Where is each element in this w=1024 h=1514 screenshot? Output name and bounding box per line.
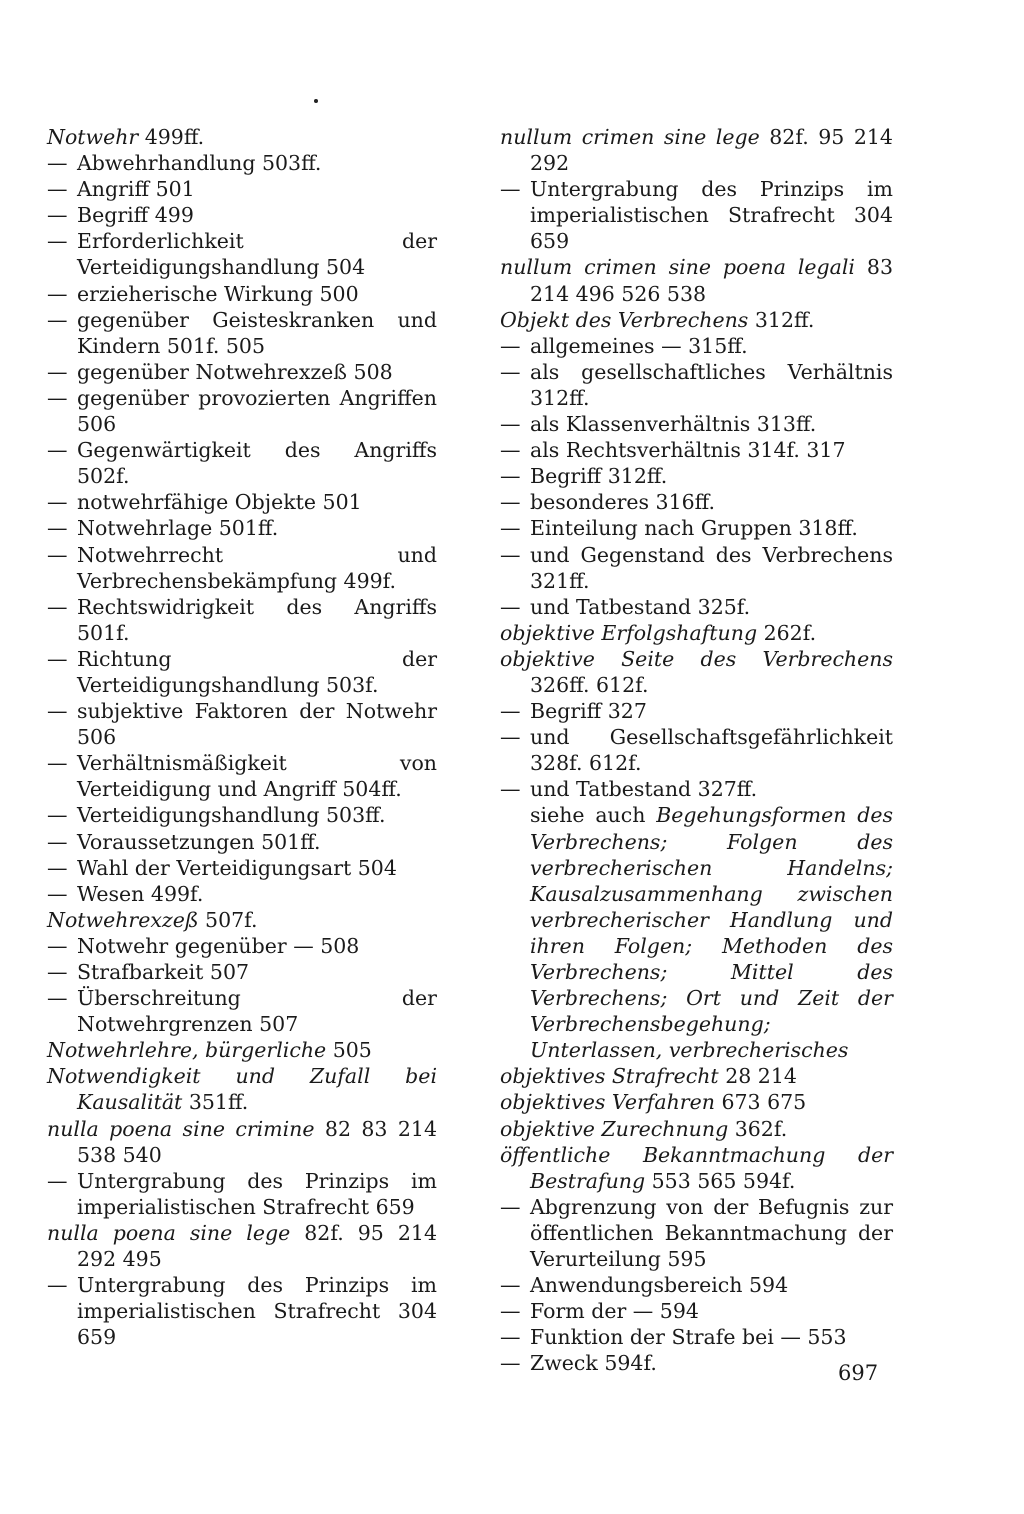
see-also-reference (500, 802, 893, 1063)
index-headword: nullum crimen sine lege (500, 125, 760, 149)
subentry-text: Abgrenzung von der Befugnis zur öffentlichen Bekanntmachung der Verurteilung 595 (530, 1194, 893, 1272)
subentry-text: Untergrabung des Prinzips im imperialistischen Strafrecht 659 (77, 1168, 437, 1219)
index-page-refs: 312ff. (748, 307, 815, 332)
index-headword: nulla poena sine crimine (47, 1116, 315, 1141)
subentry-text: Form der — 594 (530, 1299, 699, 1324)
index-subentry (47, 698, 437, 750)
index-headword: Objekt des Verbrechens (500, 307, 749, 332)
index-entry (500, 620, 893, 646)
index-subentry (500, 542, 893, 594)
index-subentry (47, 150, 437, 176)
page-number: 697 (838, 1361, 879, 1385)
index-subentry (47, 594, 437, 646)
index-subentry (47, 281, 437, 307)
subentry-dash: — (47, 751, 68, 776)
subentry-text: Notwehrrecht und Verbrechensbekämpfung 499f. (77, 542, 437, 593)
index-subentry (47, 1168, 437, 1220)
index-subentry (500, 489, 893, 515)
subentry-text: Funktion der Strafe bei — 553 (530, 1325, 847, 1350)
index-entry (500, 307, 893, 333)
index-subentry (47, 959, 437, 985)
index-entry (500, 646, 893, 698)
subentry-text: und Tatbestand 327ff. (530, 777, 758, 802)
index-subentry (500, 463, 893, 489)
index-headword: Notwehrexzeß (47, 907, 199, 932)
subentry-dash: — (500, 1299, 521, 1324)
subentry-text: Richtung der Verteidigungshandlung 503f. (77, 646, 437, 697)
subentry-dash: — (47, 933, 68, 958)
index-subentry (500, 437, 893, 463)
index-subentry (47, 802, 437, 828)
subentry-text: Erforderlichkeit der Verteidigungshandlung 504 (77, 229, 437, 280)
index-subentry (500, 411, 893, 437)
subentry-text: Begriff 499 (77, 203, 194, 228)
index-subentry (47, 933, 437, 959)
subentry-text: als Klassenverhältnis 313ff. (530, 412, 817, 437)
subentry-text: Anwendungsbereich 594 (530, 1273, 789, 1298)
subentry-dash: — (47, 829, 68, 854)
subentry-dash: — (47, 699, 68, 724)
subentry-text: Strafbarkeit 507 (77, 960, 250, 984)
subentry-text: Einteilung nach Gruppen 318ff. (530, 516, 858, 541)
index-entry (500, 124, 893, 176)
subentry-text: als gesellschaftliches Verhältnis 312ff. (530, 359, 893, 410)
subentry-text: Begriff 312ff. (530, 464, 668, 489)
subentry-text: Angriff 501 (77, 177, 195, 202)
index-column-right (500, 124, 893, 1377)
subentry-text: und Tatbestand 325f. (530, 594, 751, 619)
subentry-dash: — (500, 438, 521, 463)
subentry-text: Abwehrhandlung 503ff. (77, 151, 322, 176)
subentry-dash: — (500, 1273, 521, 1298)
subentry-text: Überschreitung der Notwehrgrenzen 507 (77, 986, 437, 1037)
subentry-dash: — (500, 542, 521, 567)
subentry-dash: — (47, 177, 68, 202)
subentry-dash: — (47, 1168, 68, 1193)
subentry-dash: — (47, 855, 68, 880)
index-entry (500, 1089, 893, 1115)
index-page-refs: 326ff. 612f. (530, 672, 649, 697)
subentry-text: Voraussetzungen 501ff. (77, 829, 321, 854)
subentry-text: Wesen 499f. (77, 881, 204, 906)
subentry-dash: — (47, 490, 68, 515)
subentry-dash: — (500, 333, 521, 358)
index-column-left (47, 124, 437, 1350)
subentry-text: Zweck 594f. (530, 1351, 657, 1376)
index-page-refs: 82f. 95 214 292 (530, 125, 893, 176)
index-page-refs: 351ff. (182, 1090, 249, 1115)
index-headword: objektive Erfolgshaftung (500, 620, 758, 645)
index-subentry (47, 542, 437, 594)
index-entry (500, 1116, 893, 1142)
index-subentry (500, 1272, 893, 1298)
index-subentry (47, 202, 437, 228)
subentry-dash: — (47, 229, 68, 254)
index-headword: objektives Strafrecht (500, 1064, 719, 1089)
index-subentry (47, 515, 437, 541)
index-headword: Notwehrlehre, bürgerliche (47, 1038, 327, 1063)
subentry-dash: — (47, 881, 68, 906)
index-subentry (47, 646, 437, 698)
index-entry (500, 1063, 893, 1089)
index-subentry (47, 437, 437, 489)
index-subentry (500, 515, 893, 541)
subentry-dash: — (500, 490, 521, 515)
index-subentry (47, 855, 437, 881)
index-entry (47, 907, 437, 933)
index-subentry (47, 489, 437, 515)
index-subentry (47, 307, 437, 359)
subentry-text: Untergrabung des Prinzips im imperialistischen Strafrecht 304 659 (77, 1273, 437, 1350)
subentry-dash: — (500, 699, 521, 724)
subentry-text: Rechtswidrigkeit des Angriffs 501f. (77, 594, 437, 645)
index-subentry (47, 985, 437, 1037)
subentry-dash: — (47, 803, 68, 828)
subentry-text: besonderes 316ff. (530, 490, 716, 515)
index-subentry (47, 228, 437, 280)
index-page-refs: 507f. (198, 907, 258, 932)
index-entry (500, 1142, 893, 1194)
subentry-dash: — (47, 594, 68, 619)
index-page-refs: 262f. (757, 620, 817, 645)
index-page-refs: 673 675 (714, 1090, 807, 1115)
index-page-refs: 83 214 496 526 538 (530, 255, 893, 306)
index-page-refs: 362f. (728, 1116, 788, 1141)
index-subentry (500, 698, 893, 724)
subentry-text: notwehrfähige Objekte 501 (77, 490, 362, 515)
index-subentry (500, 333, 893, 359)
index-headword: objektives Verfahren (500, 1090, 715, 1115)
index-subentry (47, 359, 437, 385)
subentry-dash: — (47, 438, 68, 463)
index-page-refs: 553 565 594f. (645, 1168, 796, 1193)
index-headword: objektive Zurechnung (500, 1116, 729, 1141)
subentry-text: gegenüber provozierten Angriffen 506 (77, 385, 437, 437)
index-page-refs: 499ff. (138, 125, 205, 149)
index-subentry (500, 1298, 893, 1324)
index-subentry (47, 750, 437, 802)
subentry-text: Wahl der Verteidigungsart 504 (77, 855, 397, 880)
index-entry (500, 254, 893, 306)
subentry-text: und Gegenstand des Verbrechens 321ff. (530, 542, 893, 593)
index-headword: öffentliche Bekanntmachung der Bestrafung (500, 1142, 893, 1193)
subentry-dash: — (500, 1194, 521, 1219)
subentry-dash: — (47, 385, 68, 410)
index-headword: nulla poena sine lege (47, 1220, 291, 1245)
index-subentry (500, 1350, 893, 1376)
index-subentry (47, 1272, 437, 1350)
index-entry (47, 1063, 437, 1115)
subentry-text: Notwehr gegenüber — 508 (77, 933, 360, 958)
subentry-dash: — (500, 516, 521, 541)
index-page-refs: 505 (326, 1038, 372, 1063)
index-subentry (500, 176, 893, 254)
index-subentry (500, 1324, 893, 1350)
subentry-dash: — (47, 516, 68, 541)
index-subentry (500, 359, 893, 411)
subentry-dash: — (47, 986, 68, 1011)
index-page-refs: 82f. 95 214 292 495 (77, 1220, 437, 1272)
subentry-text: gegenüber Notwehrexzeß 508 (77, 359, 393, 384)
subentry-text: Begriff 327 (530, 699, 647, 724)
index-subentry (47, 176, 437, 202)
index-headword: Notwehr (47, 125, 139, 149)
subentry-dash: — (500, 725, 521, 750)
index-headword: objektive Seite des Verbrechens (500, 646, 893, 671)
index-entry (47, 1116, 437, 1168)
subentry-dash: — (500, 1325, 521, 1350)
subentry-text: als Rechtsverhältnis 314f. 317 (530, 438, 846, 463)
subentry-text: erzieherische Wirkung 500 (77, 281, 359, 306)
ink-speck (314, 99, 318, 103)
subentry-dash: — (47, 151, 68, 176)
subentry-dash: — (47, 307, 68, 332)
subentry-dash: — (500, 777, 521, 802)
see-also-label: siehe auch (530, 803, 657, 828)
subentry-dash: — (500, 177, 521, 202)
index-subentry (500, 724, 893, 776)
subentry-text: Untergrabung des Prinzips im imperialistischen Strafrecht 304 659 (530, 177, 893, 254)
index-subentry (47, 881, 437, 907)
index-subentry (47, 829, 437, 855)
subentry-dash: — (47, 203, 68, 228)
index-headword: Notwendigkeit und Zufall bei Kausalität (47, 1064, 437, 1115)
index-entry (47, 1220, 437, 1272)
subentry-dash: — (47, 960, 68, 984)
index-subentry (500, 594, 893, 620)
index-subentry (500, 776, 893, 802)
subentry-dash: — (47, 542, 68, 567)
subentry-dash: — (500, 412, 521, 437)
subentry-text: subjektive Faktoren der Notwehr 506 (77, 699, 437, 750)
index-headword: nullum crimen sine poena legali (500, 255, 855, 280)
index-page-refs: 28 214 (718, 1064, 797, 1089)
subentry-dash: — (500, 1351, 521, 1376)
subentry-dash: — (47, 646, 68, 671)
subentry-text: Gegenwärtigkeit des Angriffs 502f. (77, 438, 437, 489)
subentry-dash: — (500, 359, 521, 384)
index-subentry (47, 385, 437, 437)
index-page-refs: 82 83 214 538 540 (77, 1116, 437, 1167)
subentry-text: und Gesellschaftsgefährlichkeit 328f. 612f. (530, 725, 893, 776)
subentry-text: gegenüber Geisteskranken und Kindern 501f. 505 (77, 307, 437, 358)
subentry-text: Verhältnismäßigkeit von Verteidigung und Angriff 504ff. (77, 751, 437, 802)
subentry-dash: — (47, 359, 68, 384)
index-entry (47, 1037, 437, 1063)
subentry-dash: — (500, 464, 521, 489)
subentry-dash: — (47, 281, 68, 306)
subentry-text: Verteidigungshandlung 503ff. (77, 803, 386, 828)
subentry-dash: — (500, 594, 521, 619)
see-also-targets: Begehungsformen des Verbrechens; Folgen des verbrecherischen Handelns; Kausalzusammenhang zwischen verbrecherischer Handlung und ihren Folgen; Methoden des Verbrechens; Mittel des Verbrechens; Ort und Zeit der Verbrechensbegehung; Unterlassen, verbrecherisches (530, 803, 894, 1063)
index-subentry (500, 1194, 893, 1272)
index-entry (47, 124, 437, 150)
subentry-text: Notwehrlage 501ff. (77, 516, 279, 541)
subentry-dash: — (47, 1273, 68, 1298)
subentry-text: allgemeines — 315ff. (530, 333, 748, 358)
